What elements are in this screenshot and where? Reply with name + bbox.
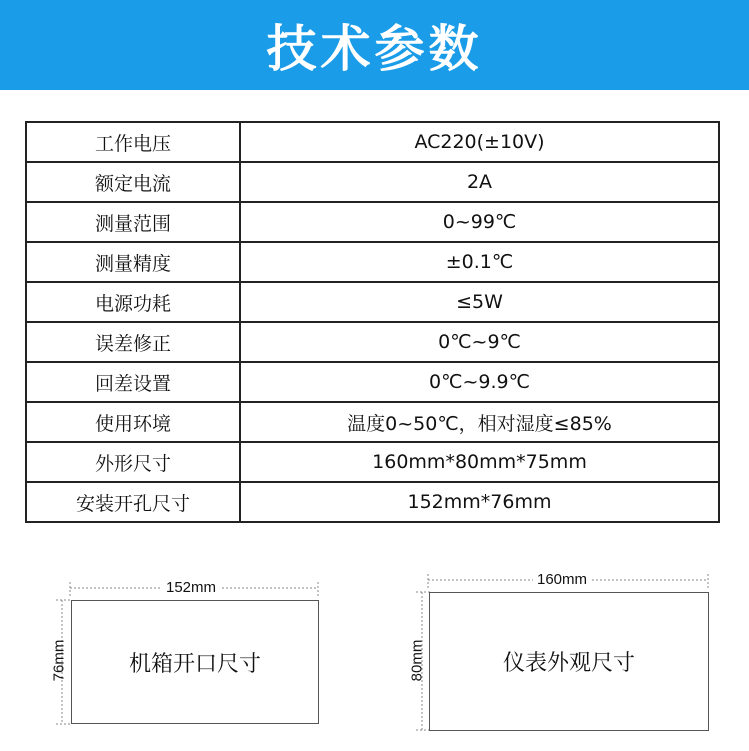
cutout-caption: 机箱开口尺寸	[128, 651, 261, 677]
spec-value: AC220(±10V)	[240, 122, 719, 162]
spec-value: 2A	[240, 162, 719, 202]
page-title: 技术参数	[266, 20, 483, 78]
spec-label: 误差修正	[26, 322, 240, 362]
spec-value: 0℃~9℃	[240, 322, 719, 362]
spec-label: 安装开孔尺寸	[26, 482, 240, 522]
spec-value: 152mm*76mm	[240, 482, 719, 522]
meter-caption: 仪表外观尺寸	[502, 651, 635, 676]
spec-label: 工作电压	[26, 122, 240, 162]
meter-width-label: 160mm	[533, 571, 591, 588]
meter-height-label: 80mm	[408, 639, 426, 682]
spec-label: 使用环境	[26, 402, 240, 442]
spec-label: 外形尺寸	[26, 442, 240, 482]
cutout-width-label: 152mm	[162, 579, 220, 596]
spec-value: 温度0~50℃，相对湿度≤85%	[240, 402, 719, 442]
cutout-diagram-box	[71, 600, 319, 724]
cutout-height-label: 76mm	[50, 639, 68, 682]
spec-label: 测量范围	[26, 202, 240, 242]
spec-label: 电源功耗	[26, 282, 240, 322]
spec-label: 回差设置	[26, 362, 240, 402]
spec-value: ±0.1℃	[240, 242, 719, 282]
spec-value: 160mm*80mm*75mm	[240, 442, 719, 482]
spec-value: 0℃~9.9℃	[240, 362, 719, 402]
meter-diagram-box	[429, 592, 709, 731]
spec-value: ≤5W	[240, 282, 719, 322]
spec-label: 额定电流	[26, 162, 240, 202]
spec-label: 测量精度	[26, 242, 240, 282]
spec-value: 0~99℃	[240, 202, 719, 242]
